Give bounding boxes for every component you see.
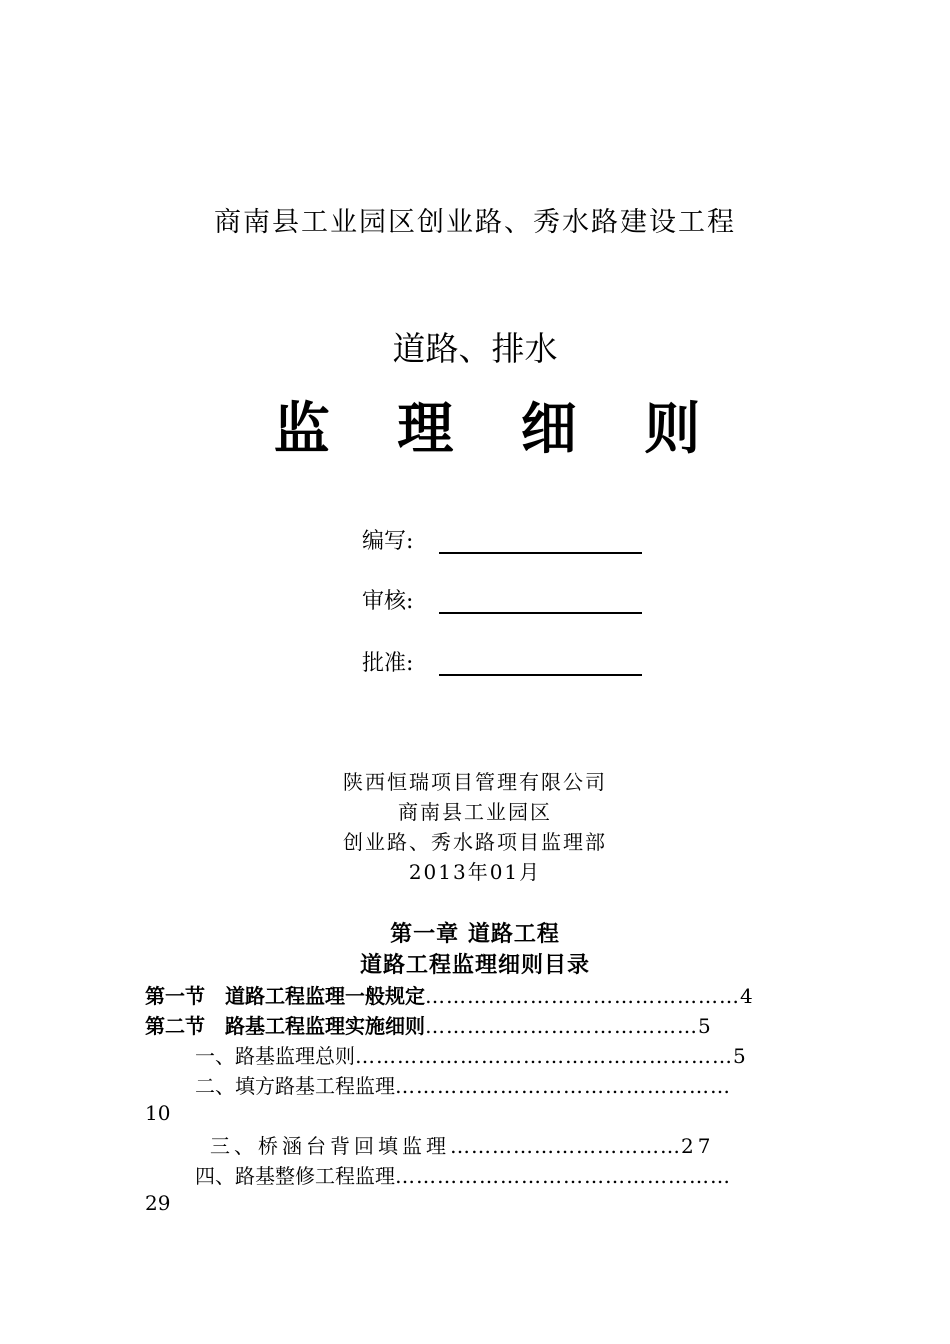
toc-entry-page: 27 <box>681 1134 715 1158</box>
toc-chapter-title: 第一章 道路工程 <box>390 921 560 947</box>
toc-entry-text: 第一节 道路工程监理一般规定 <box>145 984 425 1008</box>
toc-entry-text: 二、填方路基工程监理 <box>195 1074 395 1098</box>
toc-entry[interactable] <box>145 1010 711 1039</box>
project-title: 商南县工业园区创业路、秀水路建设工程 <box>214 207 736 238</box>
sign-label-approver: 批准: <box>362 651 414 676</box>
toc-entry-dots: ………………………………………… <box>395 1074 731 1098</box>
toc-entry[interactable] <box>145 980 753 1009</box>
toc-entry-dots: ……………………………………… <box>425 984 740 1008</box>
toc-entry-text: 三、桥涵台背回填监理 <box>210 1134 450 1158</box>
toc-entry-dots: …………………………… <box>450 1134 681 1158</box>
toc-entry[interactable] <box>210 1130 714 1159</box>
toc-entry-text: 一、路基监理总则 <box>195 1044 355 1068</box>
toc-entry-page: 4 <box>740 984 753 1008</box>
org-line-park: 商南县工业园区 <box>398 800 552 824</box>
sign-line-approver <box>439 674 642 676</box>
org-line-department: 创业路、秀水路项目监理部 <box>343 830 607 854</box>
toc-entry-dots: ………………………………………… <box>395 1164 731 1188</box>
toc-entry[interactable] <box>195 1160 731 1189</box>
toc-entry[interactable] <box>195 1070 731 1099</box>
org-line-company: 陕西恒瑞项目管理有限公司 <box>343 770 607 794</box>
toc-entry-page-wrap: 10 <box>145 1101 171 1125</box>
toc-entry-dots: ……………………………………………… <box>355 1044 733 1068</box>
sign-row-author <box>362 524 413 564</box>
document-subject: 道路、排水 <box>392 329 558 368</box>
toc-entry-text: 四、路基整修工程监理 <box>195 1164 395 1188</box>
toc-entry[interactable] <box>195 1040 746 1069</box>
toc-heading: 道路工程监理细则目录 <box>359 952 590 978</box>
sign-row-approver <box>362 646 413 686</box>
sign-line-author <box>439 552 642 554</box>
toc-entry-page: 5 <box>698 1014 711 1038</box>
sign-row-reviewer <box>362 584 413 624</box>
toc-entry-dots: ………………………………… <box>425 1014 698 1038</box>
sign-label-reviewer: 审核: <box>362 589 414 614</box>
sign-label-author: 编写: <box>362 529 414 554</box>
toc-entry-text: 第二节 路基工程监理实施细则 <box>145 1014 425 1038</box>
toc-entry-page-wrap: 29 <box>145 1191 171 1215</box>
document-title: 监 理 细 则 <box>273 397 725 462</box>
toc-entry-page: 5 <box>733 1044 746 1068</box>
sign-line-reviewer <box>439 612 642 614</box>
org-date: 2013年01月 <box>408 860 542 884</box>
